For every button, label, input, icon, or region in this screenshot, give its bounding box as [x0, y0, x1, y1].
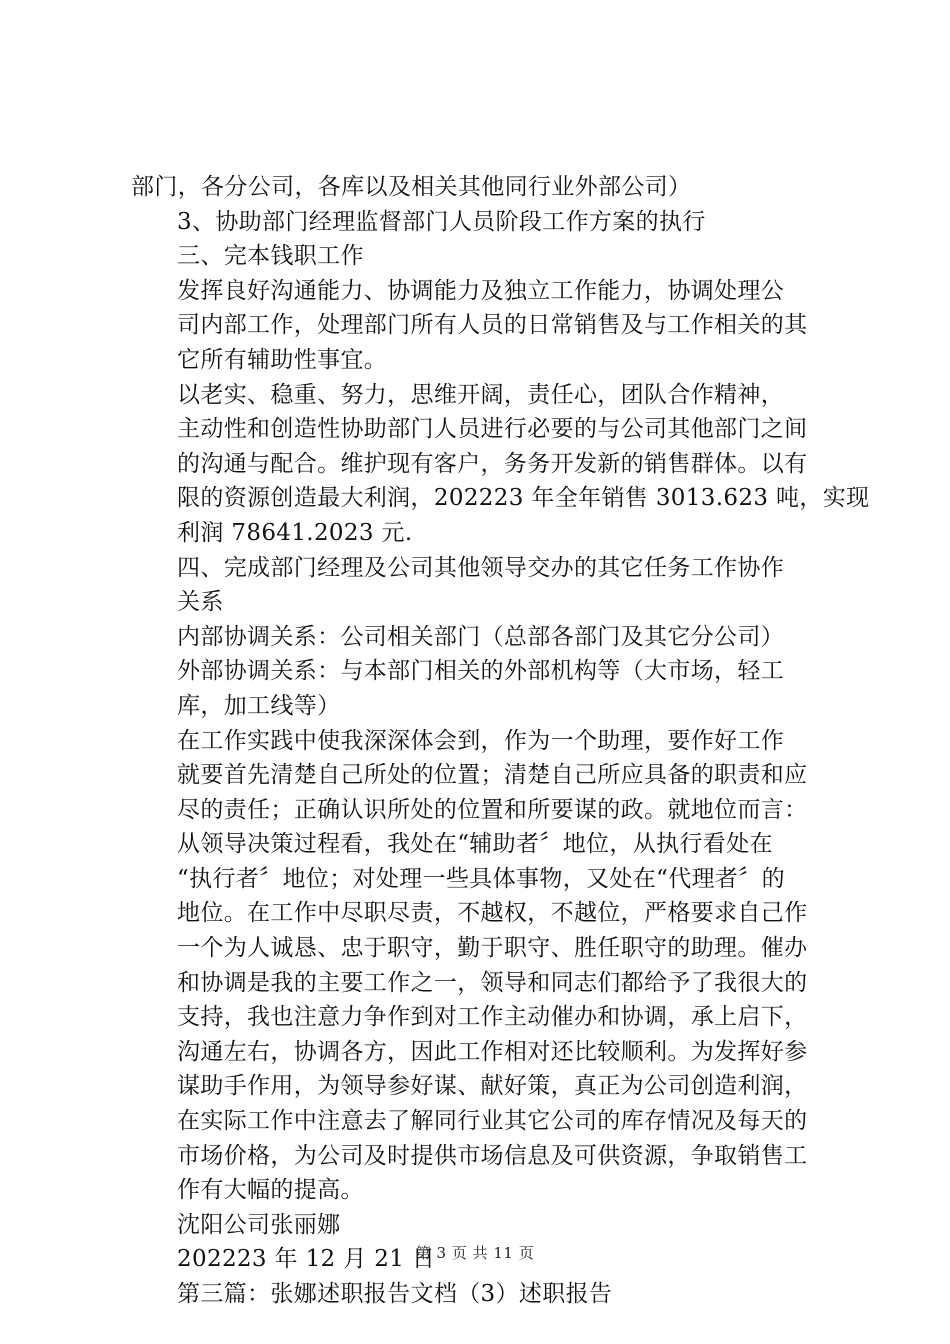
text-line: 部门，各分公司，各库以及相关其他同行业外部公司） — [131, 174, 692, 200]
paragraph-p11 — [131, 1277, 831, 1312]
paragraph-p4 — [131, 378, 870, 551]
text-line: “执行者〞地位；对处理一些具体事物，又处在“代理者〞的 — [177, 865, 785, 892]
text-line: 以老实、稳重、努力，思维开阔，责任心，团队合作精神， — [177, 381, 785, 408]
text-line: 关系 — [177, 589, 224, 616]
document-body — [131, 170, 870, 1312]
text-line: 第三篇：张娜述职报告文档（3）述职报告 — [177, 1281, 613, 1307]
paragraph-p8 — [131, 724, 831, 1208]
text-line: 沟通左右，协调各方，因此工作相对还比较顺利。为发挥好参 — [177, 1038, 808, 1065]
text-line: 谋助手作用，为领导参好谋、献好策，真正为公司创造利润， — [177, 1073, 808, 1100]
paragraph-p0 — [131, 170, 831, 205]
paragraph-p2 — [131, 239, 831, 274]
text-line: 的沟通与配合。维护现有客户，务务开发新的销售群体。以有 — [177, 450, 808, 477]
text-line: 3、协助部门经理监督部门人员阶段工作方案的执行 — [177, 208, 706, 235]
text-line: 就要首先清楚自己所处的位置；清楚自己所应具备的职责和应 — [177, 762, 808, 789]
text-line: 作有大幅的提高。 — [177, 1177, 364, 1204]
paragraph-p3 — [131, 274, 831, 378]
text-line: 尽的责任；正确认识所处的位置和所要谋的政。就地位而言： — [177, 796, 808, 823]
text-line: 地位。在工作中尽职尽责，不越权，不越位，严格要求自己作 — [177, 900, 808, 927]
text-line: 在工作实践中使我深深体会到，作为一个助理，要作好工作 — [177, 727, 785, 754]
text-line: 利润 78641.2023 元. — [177, 519, 413, 546]
paragraph-p9 — [131, 1208, 831, 1243]
paragraph-p6 — [131, 620, 831, 655]
text-line: 司内部工作，处理部门所有人员的日常销售及与工作相关的其 — [177, 312, 808, 339]
page-footer: 第 3 页 共 11 页 — [415, 1244, 535, 1262]
text-line: 主动性和创造性协助部门人员进行必要的与公司其他部门之间 — [177, 416, 808, 443]
text-line: 一个为人诚恳、忠于职守，勤于职守、胜任职守的助理。催办 — [177, 935, 808, 962]
text-line: 四、完成部门经理及公司其他领导交办的其它任务工作协作 — [177, 554, 785, 581]
text-line: 和协调是我的主要工作之一，领导和同志们都给予了我很大的 — [177, 969, 808, 996]
text-line: 内部协调关系：公司相关部门（总部各部门及其它分公司） — [177, 623, 785, 650]
text-line: 沈阳公司张丽娜 — [177, 1211, 341, 1238]
text-line: 支持，我也注意力争作到对工作主动催办和协调，承上启下， — [177, 1004, 808, 1031]
text-line: 它所有辅助性事宜。 — [177, 346, 388, 373]
text-line: 库，加工线等） — [177, 692, 341, 719]
paragraph-p1 — [131, 205, 831, 240]
text-line: 市场价格，为公司及时提供市场信息及可供资源，争取销售工 — [177, 1142, 808, 1169]
paragraph-p7 — [131, 654, 831, 723]
text-line: 在实际工作中注意去了解同行业其它公司的库存情况及每天的 — [177, 1108, 808, 1135]
text-line: 发挥良好沟通能力、协调能力及独立工作能力，协调处理公 — [177, 277, 785, 304]
text-line: 限的资源创造最大利润，202223 年全年销售 3013.623 吨，实现 — [177, 485, 870, 512]
text-line: 三、完本钱职工作 — [177, 243, 364, 270]
paragraph-p5 — [131, 551, 831, 620]
text-line: 从领导决策过程看，我处在“辅助者〞地位，从执行看处在 — [177, 831, 773, 858]
text-line: 202223 年 12 月 21 日 — [177, 1246, 436, 1273]
text-line: 外部协调关系：与本部门相关的外部机构等（大市场，轻工 — [177, 658, 785, 685]
